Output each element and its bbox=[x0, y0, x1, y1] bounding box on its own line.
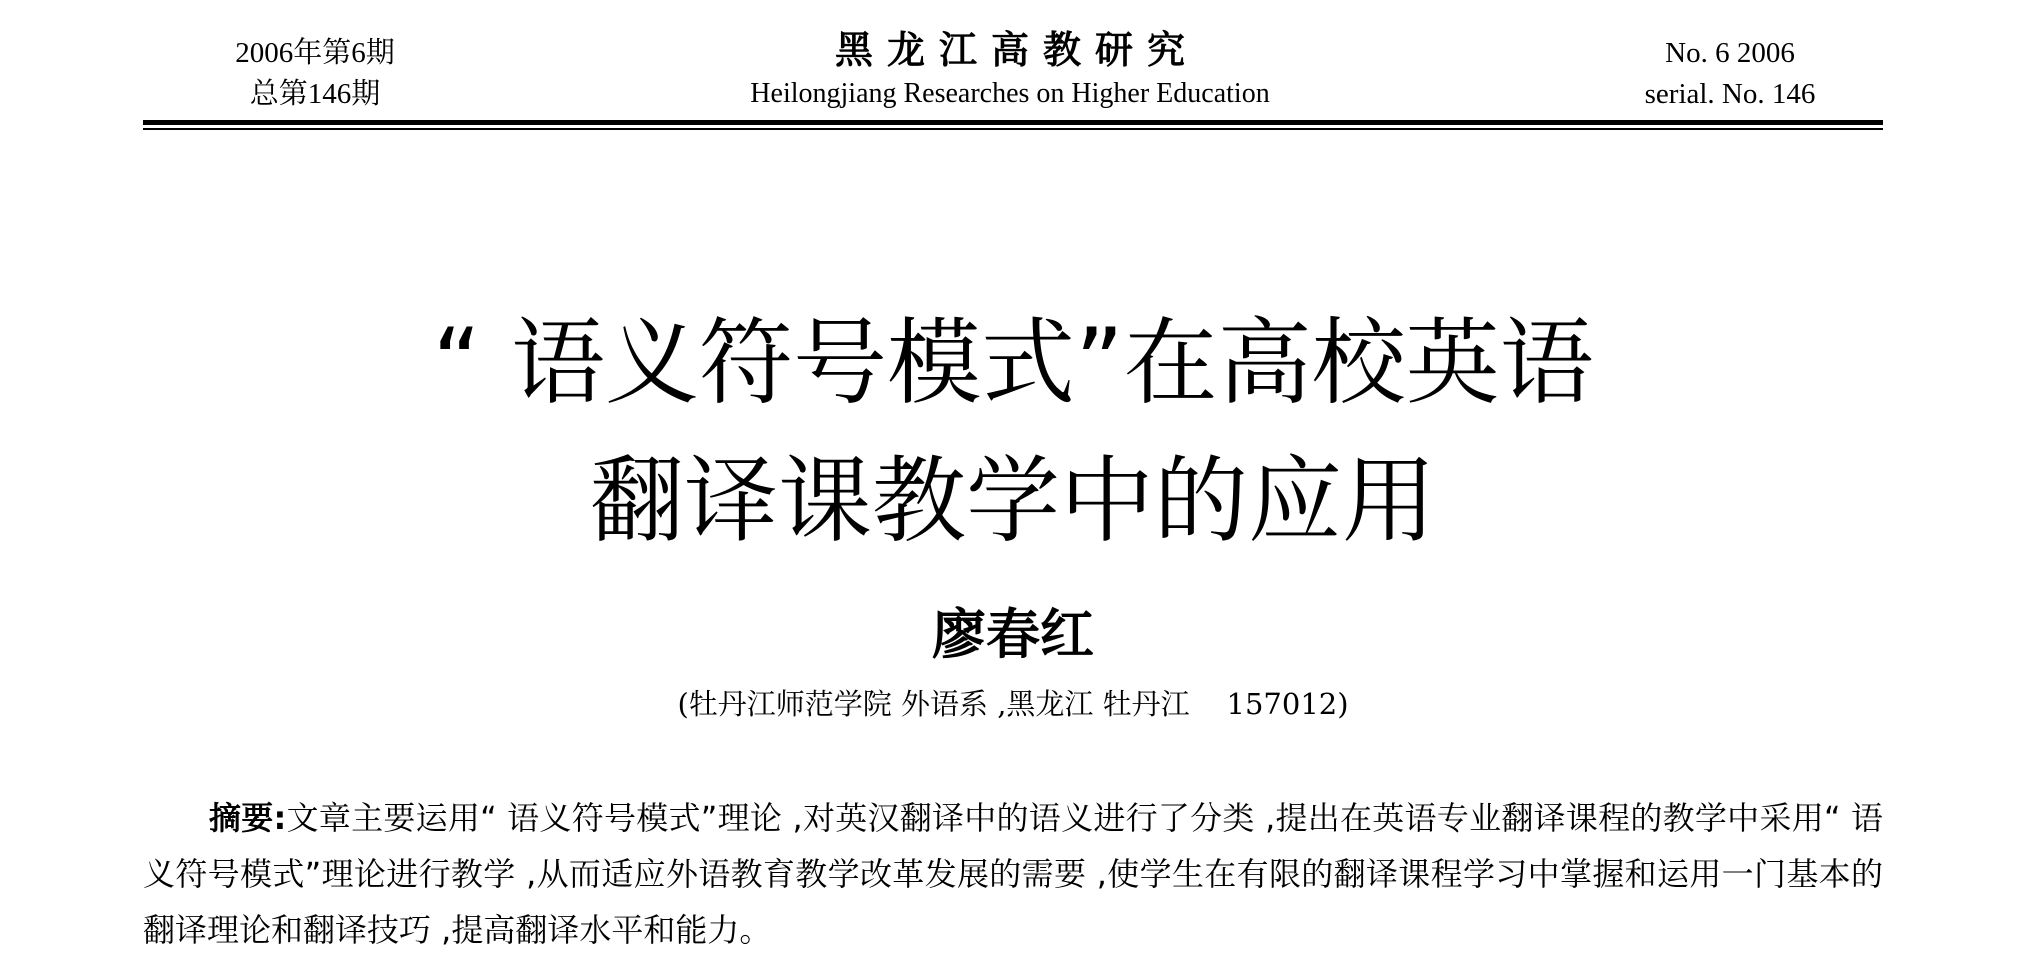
journal-title-chinese: 黑龙江高教研究 bbox=[834, 28, 1199, 72]
journal-title-english: Heilongjiang Researches on Higher Education bbox=[750, 78, 1270, 109]
abstract-text: 文章主要运用“ 语义符号模式”理论 ,对英汉翻译中的语义进行了分类 ,提出在英语专业翻译课程的教学中采用“ 语义符号模式”理论进行教学 ,从而适应外语教育教学改革发展的需要 ,使学生在有限的翻译课程学习中掌握和运用一门基本的翻译理论和翻译技巧 ,提高翻译水平和能力。 bbox=[143, 799, 1883, 949]
header-rule-thin bbox=[143, 128, 1883, 130]
serial-number-english: serial. No. 146 bbox=[1644, 78, 1816, 110]
author-affiliation: (牡丹江师范学院 外语系 ,黑龙江 牡丹江 157012) bbox=[677, 687, 1349, 721]
article-title-line-1: “ 语义符号模式”在高校英语 bbox=[432, 309, 1594, 418]
article-title-line-2: 翻译课教学中的应用 bbox=[589, 447, 1436, 556]
header-rule-thick bbox=[143, 120, 1883, 125]
issue-info-english bbox=[1620, 33, 1840, 115]
abstract-label: 摘要: bbox=[209, 799, 287, 837]
abstract bbox=[143, 790, 1883, 958]
article-title bbox=[163, 295, 1863, 571]
journal-title bbox=[720, 24, 1300, 112]
issue-total-number: 总第146期 bbox=[249, 78, 381, 110]
author-name: 廖春红 bbox=[932, 603, 1094, 666]
issue-info bbox=[200, 33, 430, 115]
issue-number-english: No. 6 2006 bbox=[1665, 37, 1795, 69]
issue-year-number: 2006年第6期 bbox=[235, 37, 395, 69]
journal-header bbox=[0, 0, 2026, 135]
